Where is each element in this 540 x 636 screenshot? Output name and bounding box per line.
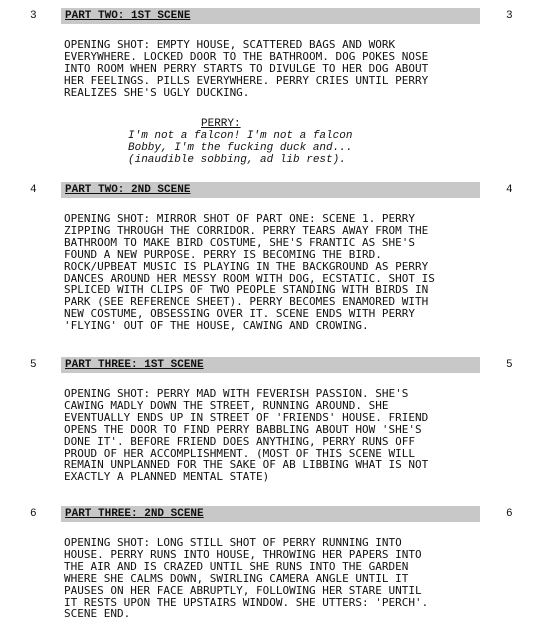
scene-number-right: 3 <box>506 10 513 22</box>
scene-heading: PART THREE: 1ST SCENE <box>65 359 204 371</box>
character-name: PERRY: <box>201 118 241 130</box>
scene-action: OPENING SHOT: PERRY MAD WITH FEVERISH PASSION. SHE'S CAWING MADLY DOWN THE STREET, RUNNING AROUND. SHE EVENTUALLY ENDS UP IN STREET OF 'FRIENDS' HOUSE. FRIEND OPENS THE DOOR TO FIND PERRY BABBLING ABOUT HOW 'SHE'S DONE IT'. BEFORE FRIEND DOES ANYTHING, PERRY RUNS OFF PROUD OF HER ACCOMPLISHMENT. (MOST OF THIS SCENE WILL REMAIN UNPLANNED FOR THE SAKE OF AB LIBBING WHAT IS NOT EXACTLY A PLANNED MENTAL STATE) <box>64 387 429 484</box>
scene-heading: PART TWO: 1ST SCENE <box>65 10 191 22</box>
scene-heading: PART THREE: 2ND SCENE <box>65 508 204 520</box>
scene-number-left: 5 <box>30 359 37 371</box>
scene-heading-bar <box>61 506 480 522</box>
scene-number-right: 4 <box>506 184 513 196</box>
scene-action: OPENING SHOT: LONG STILL SHOT OF PERRY RUNNING INTO HOUSE. PERRY RUNS INTO HOUSE, THROWING HER PAPERS INTO THE AIR AND IS CRAZED UNTIL SHE RUNS INTO THE GARDEN WHERE SHE CALMS DOWN, SWIRLING CAMERA ANGLE UNTIL IT PAUSES ON HER FACE ABRUPTLY, FOLLOWING HER STARE UNTIL IT RESTS UPON THE UPSTAIRS WINDOW. SHE UTTERS: 'PERCH'. SCENE END. <box>64 536 429 621</box>
scene-heading-bar <box>61 8 480 24</box>
scene-action: OPENING SHOT: EMPTY HOUSE, SCATTERED BAGS AND WORK EVERYWHERE. LOCKED DOOR TO THE BATHROOM. DOG POKES NOSE INTO ROOM WHEN PERRY STARTS TO DIVULGE TO HER DOG ABOUT HER FEELINGS. PILLS EVERYWHERE. PERRY CRIES UNTIL PERRY REALIZES SHE'S UGLY DUCKING. <box>64 38 429 99</box>
scene-number-right: 6 <box>506 508 513 520</box>
scene-heading-bar <box>61 182 480 198</box>
scene-number-left: 3 <box>30 10 37 22</box>
scene-number-right: 5 <box>506 359 513 371</box>
dialogue-lines: I'm not a falcon! I'm not a falcon Bobby, I'm the fucking duck and... (inaudible sobbing, ad lib rest). <box>128 130 353 166</box>
scene-heading: PART TWO: 2ND SCENE <box>65 184 191 196</box>
scene-heading-bar <box>61 357 480 373</box>
scene-number-left: 4 <box>30 184 37 196</box>
scene-number-left: 6 <box>30 508 37 520</box>
scene-action: OPENING SHOT: MIRROR SHOT OF PART ONE: SCENE 1. PERRY ZIPPING THROUGH THE CORRIDOR. PERRY TEARS AWAY FROM THE BATHROOM TO MAKE BIRD COSTUME, SHE'S FRANTIC AS SHE'S FOUND A NEW PURPOSE. PERRY IS BECOMING THE BIRD. ROCK/UPBEAT MUSIC IS PLAYING IN THE BACKGROUND AS PERRY DANCES AROUND HER MESSY ROOM WITH DOG, ECSTATIC. SHOT IS SPLICED WITH CLIPS OF TWO PEOPLE STANDING WITH BIRDS IN PARK (SEE REFERENCE SHEET). PERRY BECOMES ENAMORED WITH NEW COSTUME, OBSESSING OVER IT. SCENE ENDS WITH PERRY 'FLYING' OUT OF THE HOUSE, CAWING AND CROWING. <box>64 212 435 333</box>
